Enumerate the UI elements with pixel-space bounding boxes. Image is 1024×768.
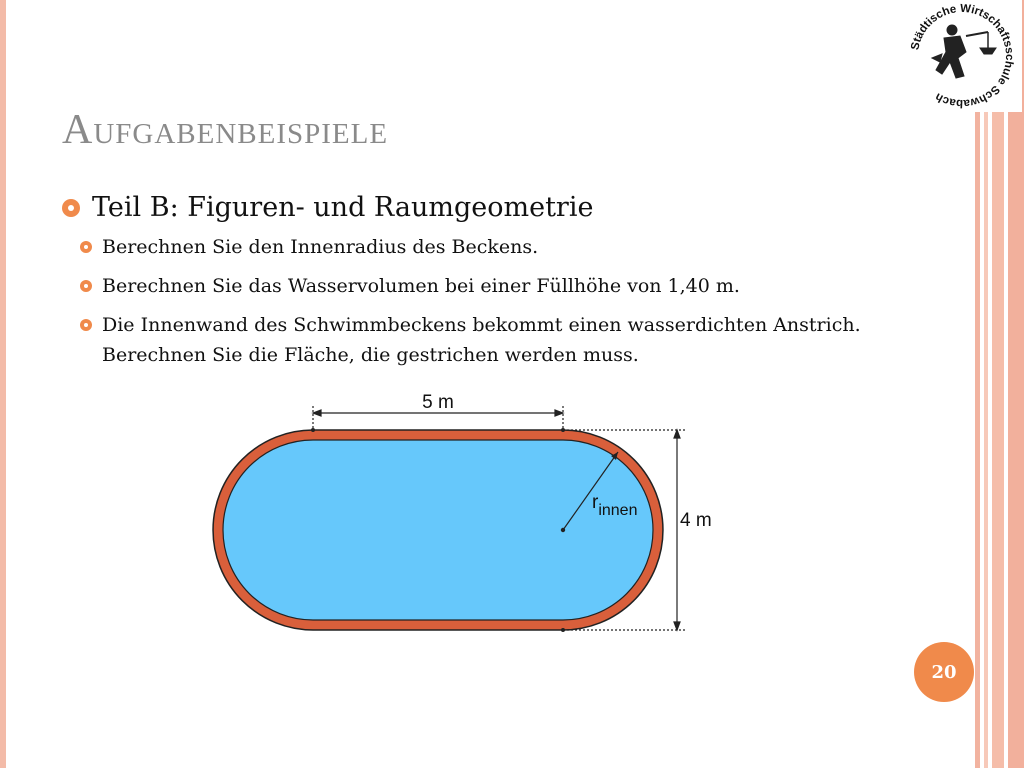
- bullet-icon: [80, 319, 92, 331]
- bullet-icon: [80, 280, 92, 292]
- section-heading: Teil B: Figuren- und Raumgeometrie: [92, 192, 594, 223]
- task-text: Berechnen Sie das Wasservolumen bei einer Füllhöhe von 1,40 m.: [102, 275, 740, 297]
- radius-label-main: r: [592, 492, 599, 513]
- height-label: 4 m: [680, 510, 712, 531]
- decor-stripe: [975, 0, 980, 768]
- bullet-icon: [62, 199, 80, 217]
- page-number-badge: 20: [914, 642, 974, 702]
- radius-label-sub: innen: [598, 502, 638, 519]
- pool-water: [223, 440, 653, 620]
- list-item: [62, 192, 593, 223]
- task-text: Berechnen Sie den Innenradius des Beckens.: [102, 236, 539, 258]
- list-item: [80, 310, 920, 370]
- width-label: 5 m: [422, 392, 454, 413]
- list-item: [80, 271, 740, 301]
- decor-stripe: [984, 0, 988, 768]
- decor-stripe: [1008, 0, 1024, 768]
- school-logo: [902, 0, 1022, 112]
- decor-stripe: [992, 0, 1004, 768]
- task-text: Die Innenwand des Schwimmbeckens bekommt einen wasserdichten Anstrich. Berechnen Sie die Fläche, die gestrichen werden muss.: [102, 314, 861, 366]
- decor-stripe-left: [0, 0, 6, 768]
- bullet-icon: [80, 241, 92, 253]
- logo-text: Städtische Wirtschaftsschule Schwabach: [909, 2, 1016, 110]
- list-item: [80, 232, 538, 262]
- pool-diagram: [200, 388, 740, 652]
- page-title: Aufgabenbeispiele: [62, 107, 389, 153]
